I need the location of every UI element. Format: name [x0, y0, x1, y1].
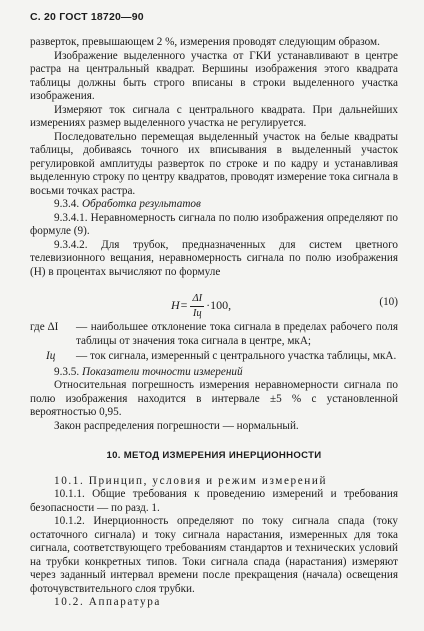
formula-fraction — [190, 292, 204, 320]
definition-row — [30, 321, 398, 348]
formula-equals: = — [180, 298, 188, 313]
formula-expression — [171, 292, 231, 320]
paragraph: 10.1.1. Общие требования к проведению измерений и требования безопасности — по разд. 1. — [30, 488, 398, 514]
formula — [30, 283, 398, 319]
formula-denominator: Iц — [192, 307, 202, 319]
paragraph: Закон распределения погрешности — нормальный. — [54, 419, 299, 432]
document-body — [30, 36, 398, 610]
definition-text: — наибольшее отклонение тока сигнала в пределах рабочего поля таблицы от значения тока сигнала в центре, мкА; — [76, 321, 398, 347]
paragraph: 10.1. Принцип, условия и режим измерений — [54, 474, 328, 487]
subsection-title: Показатели точности измерений — [81, 365, 243, 378]
paragraph: 9.3.4.1. Неравномерность сигнала по полю изображения определяют по формуле (9). — [30, 211, 398, 237]
paragraph: 10.2. Аппаратура — [54, 596, 161, 608]
subsection-heading — [30, 366, 398, 380]
paragraph: Последовательно перемещая выделенный участок на белые квадраты таблицы, добиваясь точного их вписывания в выделенный участок регулировкой амплитуды разверток по строке и по кадру и устанавливая выделенную строку по центру квадратов, проводят измерение тока сигнала в восьми точках растра. — [30, 130, 398, 197]
definition-row — [30, 350, 398, 364]
subsection-number: 9.3.5. — [54, 365, 80, 378]
subsection-number: 9.3.4. — [54, 198, 80, 210]
definition-term: где ΔI — [30, 321, 59, 333]
paragraph: разверток, превышающем 2 %, измерения проводят следующим образом. — [30, 36, 380, 48]
page-header: С. 20 ГОСТ 18720—90 — [30, 11, 144, 23]
formula-numerator: ΔI — [190, 292, 204, 307]
paragraph: Относительная погрешность измерения неравномерности сигнала по полю изображения находится в интервале ±5 % с установленной вероятностью 0,95. — [30, 379, 398, 418]
definition-term: Iц — [46, 350, 56, 362]
paragraph: Изображение выделенного участка от ГКИ устанавливают в центре растра на центральный квадрат. Вершины изображения этого квадрата таблицы должны быть строго вписаны в строки выделенного участка изображения. — [30, 49, 398, 102]
formula-number: (10) — [379, 296, 398, 308]
section-title: 10. МЕТОД ИЗМЕРЕНИЯ ИНЕРЦИОННОСТИ — [106, 450, 322, 461]
paragraph: 10.1.2. Инерционность определяют по току сигнала спада (току остаточного сигнала) и току сигнала нарастания, измеренных для тока сигнала, соответствующего требованиям стандартов и технических условий на трубки конкретных типов. Токи сигнала спада (нарастания) измеряют через заданный интервал времени после прекращения (начала) освещения фоточувствительного слоя трубки. — [30, 515, 398, 595]
paragraph: Измеряют ток сигнала с центрального квадрата. При дальнейших измерениях размер выделенного участка не регулируется. — [30, 103, 398, 129]
paragraph: 9.3.4.2. Для трубок, предназначенных для систем цветного телевизионного вещания, неравномерность сигнала по полю изображения (H) в процентах вычисляют по формуле — [30, 238, 398, 278]
subsection-title: Обработка результатов — [81, 198, 201, 210]
subsection-heading — [30, 198, 398, 212]
formula-rest: ·100, — [206, 298, 232, 313]
formula-lhs: H — [171, 298, 180, 313]
definition-text: — ток сигнала, измеренный с центрального участка таблицы, мкА. — [76, 350, 397, 362]
